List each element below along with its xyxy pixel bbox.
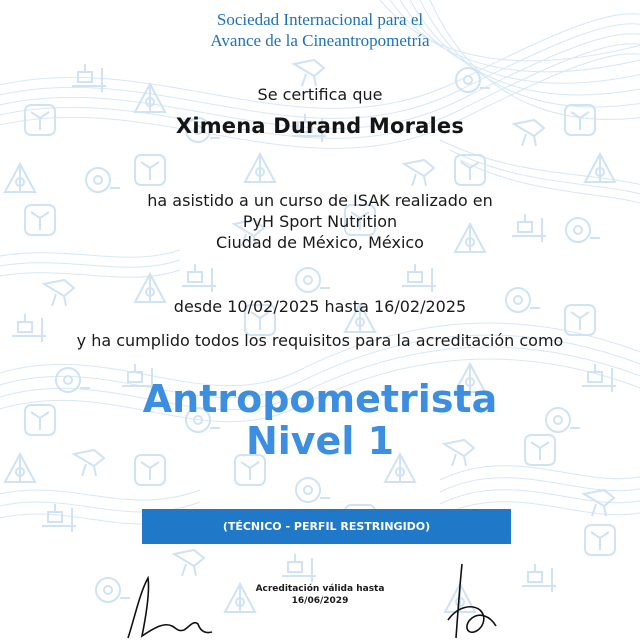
left-signature bbox=[120, 570, 230, 640]
accreditation-level: Nivel 1 bbox=[245, 419, 395, 463]
validity-date: 16/06/2029 bbox=[291, 596, 349, 606]
organization-name-line2: Avance de la Cineantropometría bbox=[210, 31, 430, 50]
validity-label: Acreditación válida hasta bbox=[255, 584, 385, 594]
requirements-text: y ha cumplido todos los requisitos para la acreditación como bbox=[76, 331, 564, 350]
accreditation-title: Antropometrista bbox=[142, 377, 498, 421]
attended-text: ha asistido a un curso de ISAK realizado en bbox=[147, 191, 493, 210]
venue-text: PyH Sport Nutrition bbox=[242, 212, 398, 231]
profile-banner bbox=[142, 509, 511, 544]
organization-name-line1: Sociedad Internacional para el bbox=[216, 10, 424, 29]
date-range: desde 10/02/2025 hasta 16/02/2025 bbox=[173, 297, 467, 316]
location-text: Ciudad de México, México bbox=[216, 233, 424, 252]
profile-label: (TÉCNICO - PERFIL RESTRINGIDO) bbox=[222, 520, 431, 533]
right-signature bbox=[430, 560, 530, 640]
recipient-name: Ximena Durand Morales bbox=[175, 114, 465, 138]
certify-intro: Se certifica que bbox=[257, 85, 383, 104]
